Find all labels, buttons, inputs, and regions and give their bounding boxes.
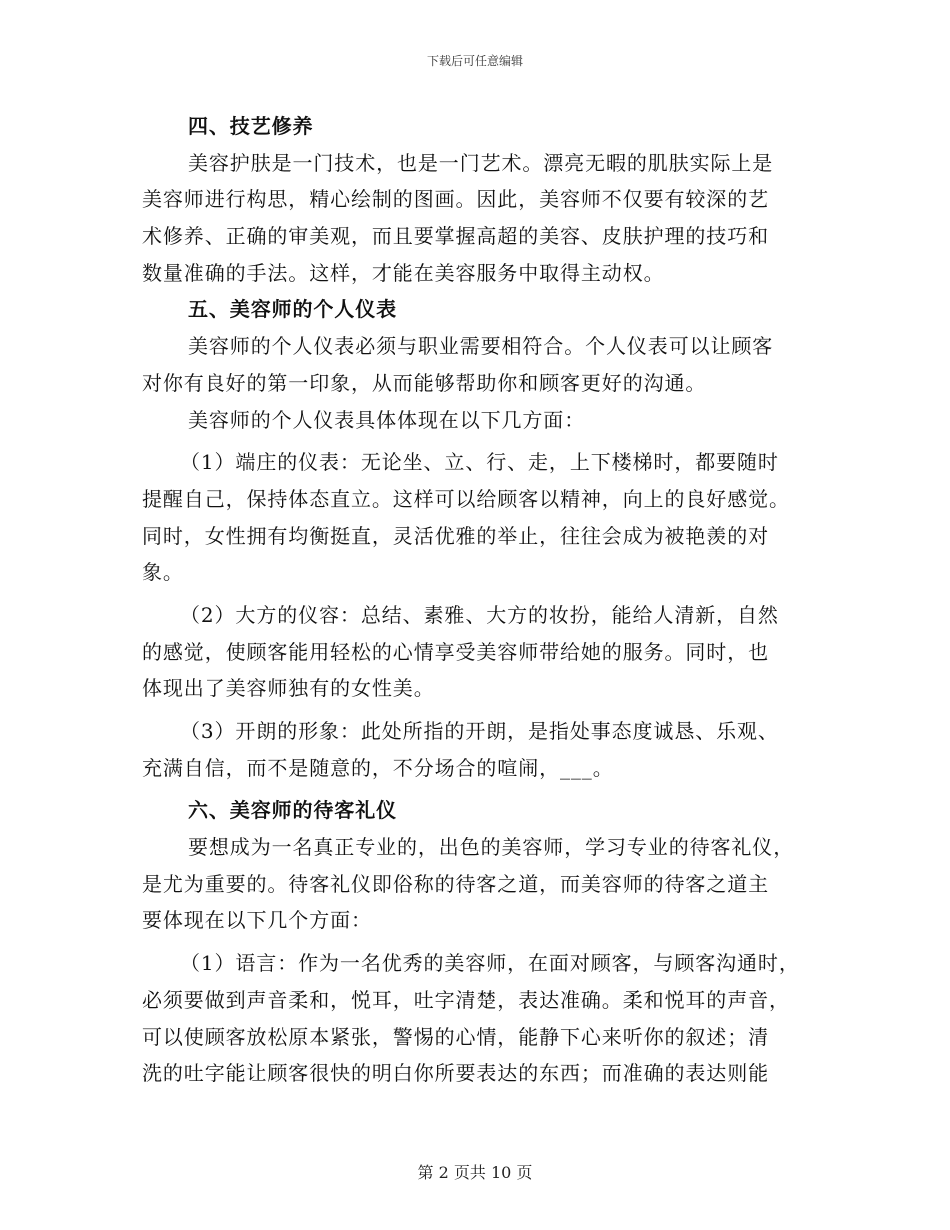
- section-5-item-3: [142, 713, 812, 786]
- paragraph-line: 美容师的个人仪表必须与职业需要相符合。个人仪表可以让顾客: [188, 334, 774, 359]
- section-heading-5: 五、美容师的个人仪表: [188, 297, 397, 322]
- paragraph-line: （3）开朗的形象：此处所指的开朗，是指处事态度诚恳、乐观、: [180, 719, 779, 743]
- paragraph-line: 数量准确的手法。这样，才能在美容服务中取得主动权。: [142, 260, 665, 285]
- paragraph-line: 充满自信，而不是随意的，不分场合的喧闹，___。: [142, 755, 614, 780]
- paragraph-line: 要想成为一名真正专业的，出色的美容师，学习专业的待客礼仪，: [188, 835, 795, 860]
- section-heading-6: 六、美容师的待客礼仪: [188, 798, 397, 823]
- paragraph-line: （1）端庄的仪表：无论坐、立、行、走，上下楼梯时，都要随时: [180, 450, 779, 475]
- paragraph-line: 象。: [142, 560, 184, 585]
- paragraph-line: （1）语言：作为一名优秀的美容师，在面对顾客，与顾客沟通时，: [180, 951, 800, 976]
- paragraph-line: 美容师进行构思，精心绘制的图画。因此，美容师不仅要有较深的艺: [142, 187, 769, 212]
- paragraph-line: （2）大方的仪容：总结、素雅、大方的妆扮，能给人清新，自然: [180, 602, 779, 627]
- document-body: [142, 108, 812, 1092]
- section-6-intro: [142, 829, 812, 939]
- section-5-item-1: [142, 444, 812, 591]
- paragraph-line: 必须要做到声音柔和，悦耳，吐字清楚，表达准确。柔和悦耳的声音，: [142, 987, 790, 1012]
- paragraph-line: 要体现在以下几个方面：: [142, 908, 372, 933]
- paragraph-line: 术修养、正确的审美观，而且要掌握高超的美容、皮肤护理的技巧和: [142, 224, 769, 249]
- section-4-paragraph: [142, 145, 812, 292]
- paragraph-line: 美容师的个人仪表具体体现在以下几方面：: [188, 407, 586, 432]
- paragraph-line: 的感觉，使顾客能用轻松的心情享受美容师带给她的服务。同时，也: [142, 639, 769, 664]
- paragraph-line: 提醒自己，保持体态直立。这样可以给顾客以精神，向上的良好感觉。: [142, 486, 790, 511]
- section-6-item-1: [142, 945, 812, 1092]
- paragraph-line: 可以使顾客放松原本紧张，警惕的心情，能静下心来听你的叙述；清: [142, 1024, 769, 1049]
- paragraph-line: 同时，女性拥有均衡挺直，灵活优雅的举止，往往会成为被艳羡的对: [142, 523, 769, 548]
- paragraph-line: 体现出了美容师独有的女性美。: [142, 676, 435, 701]
- section-5-item-2: [142, 597, 812, 707]
- paragraph-line: 美容护肤是一门技术，也是一门艺术。漂亮无暇的肌肤实际上是: [188, 150, 774, 175]
- paragraph-line: 是尤为重要的。待客礼仪即俗称的待客之道，而美容师的待客之道主: [142, 871, 769, 896]
- paragraph-line: 对你有良好的第一印象，从而能够帮助你和顾客更好的沟通。: [142, 370, 707, 395]
- page-number: 第 2 页共 10 页: [417, 1163, 533, 1182]
- section-heading-4: 四、技艺修养: [188, 114, 314, 138]
- paragraph-line: 洗的吐字能让顾客很快的明白你所要表达的东西；而准确的表达则能: [142, 1061, 769, 1086]
- section-5-intro: [142, 328, 812, 438]
- page-header: 下载后可任意编辑: [426, 54, 523, 68]
